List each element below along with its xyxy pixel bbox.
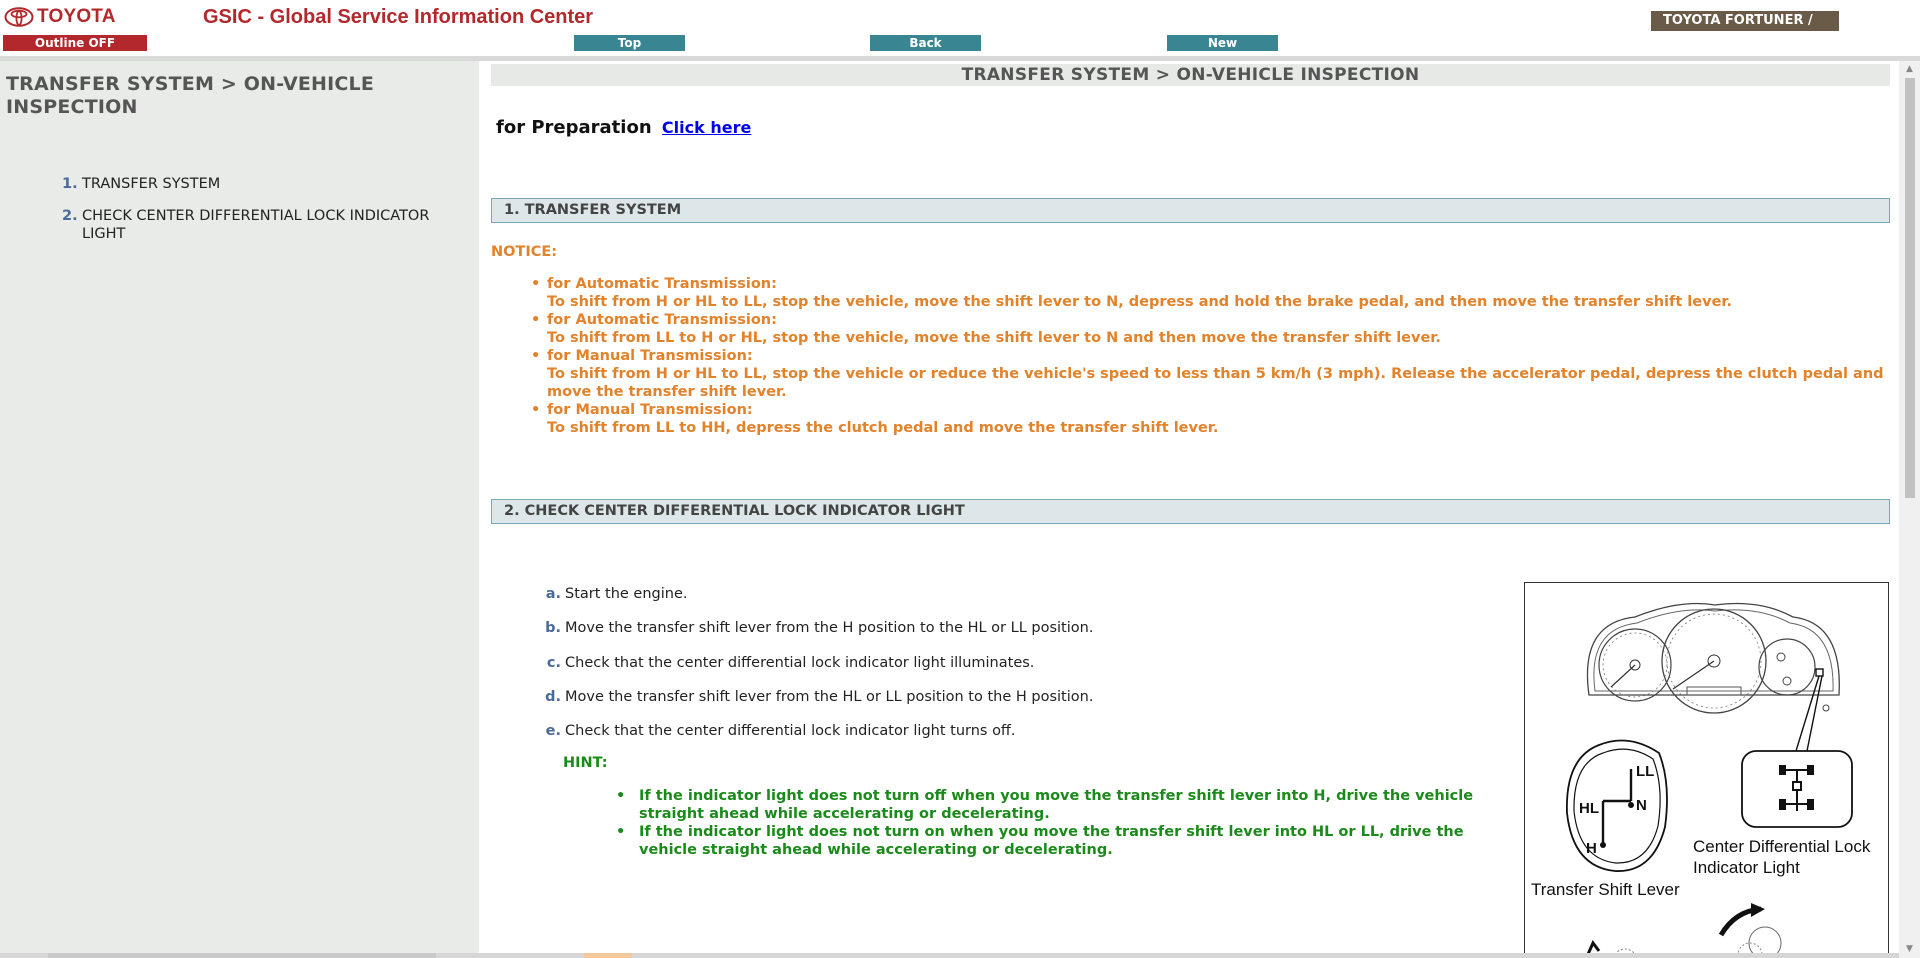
list-item: [531, 311, 1899, 347]
sidebar-item-transfer-system[interactable]: [62, 175, 462, 193]
shift-position-n: N: [1636, 797, 1647, 814]
notice-title: • for Automatic Transmission:: [547, 312, 777, 328]
hint-label: HINT:: [563, 755, 608, 771]
horizontal-scroll-thumb[interactable]: [48, 953, 436, 958]
shift-gate: [1603, 769, 1631, 845]
sidebar: [0, 61, 479, 958]
step-number: d.: [545, 689, 561, 705]
notice-title: • for Manual Transmission:: [547, 348, 753, 364]
step-a: [541, 586, 688, 602]
back-button[interactable]: Back: [870, 35, 981, 51]
right-gauge: [1759, 639, 1815, 695]
notice-text: To shift from LL to H or HL, stop the vehicle, move the shift lever to N and then move the transfer shift lever.: [547, 330, 1441, 346]
lock-indicator-label-line2: Indicator Light: [1693, 858, 1800, 877]
model-badge[interactable]: TOYOTA FORTUNER /: [1651, 11, 1839, 31]
list-item: [531, 275, 1899, 311]
indicator-lamp: [1816, 669, 1823, 676]
toc-number: 2.: [62, 208, 78, 224]
toc-label[interactable]: CHECK CENTER DIFFERENTIAL LOCK INDICATOR LIGHT: [82, 208, 430, 242]
step-text: Check that the center differential lock indicator light turns off.: [565, 723, 1016, 739]
scroll-down-arrow-icon[interactable]: ▼: [1906, 944, 1913, 954]
scroll-up-arrow-icon[interactable]: ▲: [1906, 64, 1913, 74]
lock-indicator-label-line1: Center Differential Lock: [1693, 837, 1871, 856]
notice-label: NOTICE:: [491, 244, 558, 260]
notice-list: [531, 275, 1899, 437]
list-item: [531, 347, 1899, 401]
step-text: Move the transfer shift lever from the H position to the HL or LL position.: [565, 620, 1094, 636]
step-number: b.: [545, 620, 561, 636]
new-button[interactable]: New: [1167, 35, 1278, 51]
notice-text: To shift from LL to HH, depress the clutch pedal and move the transfer shift lever.: [547, 420, 1219, 436]
preparation-link[interactable]: Click here: [661, 118, 752, 137]
horizontal-scroll-marker: [584, 953, 632, 958]
sidebar-title: TRANSFER SYSTEM > ON-VEHICLE INSPECTION: [6, 73, 375, 118]
top-button[interactable]: Top: [574, 35, 685, 51]
step-number: e.: [545, 723, 561, 739]
cluster-outline: [1587, 604, 1839, 696]
notice-text: To shift from H or HL to LL, stop the vehicle or reduce the vehicle's speed to less than 5 km/h (3 mph). Release the accelerator pedal, depress the clutch pedal and move the transfer shift lever.: [547, 366, 1884, 400]
shift-lever-label: Transfer Shift Lever: [1531, 880, 1680, 899]
list-item: • If the indicator light does not turn off when you move the transfer shift lever into H, drive the vehicle straight ahead while accelerating or decelerating.: [616, 787, 1496, 823]
list-item: • If the indicator light does not turn on when you move the transfer shift lever into HL or LL, drive the vehicle straight ahead while accelerating or decelerating.: [616, 823, 1496, 859]
instrument-cluster-diagram: [1525, 583, 1889, 958]
step-c: [541, 655, 1034, 671]
step-b: [541, 620, 1093, 636]
preparation-line: [496, 117, 751, 138]
notice-title: • for Manual Transmission:: [547, 402, 753, 418]
hint-list: [616, 787, 1496, 859]
shift-position-h: H: [1586, 840, 1597, 857]
differential-lock-symbol: [1780, 766, 1813, 811]
cluster-outline-inner: [1594, 610, 1833, 691]
scroll-thumb[interactable]: [1905, 78, 1915, 498]
section-header-transfer-system: 1. TRANSFER SYSTEM: [491, 198, 1890, 223]
list-item: [531, 401, 1899, 437]
indicator-illustration[interactable]: [1524, 582, 1889, 958]
notice-title: • for Automatic Transmission:: [547, 276, 777, 292]
vertical-scrollbar[interactable]: [1899, 61, 1920, 958]
step-text: Move the transfer shift lever from the HL or LL position to the H position.: [565, 689, 1094, 705]
step-d: [541, 689, 1093, 705]
sidebar-item-check-indicator[interactable]: [62, 207, 462, 243]
page-title: TRANSFER SYSTEM > ON-VEHICLE INSPECTION: [491, 64, 1890, 86]
shift-position-ll: LL: [1636, 763, 1655, 780]
step-number: a.: [545, 586, 561, 602]
toc-label[interactable]: TRANSFER SYSTEM: [82, 176, 221, 192]
toyota-logo[interactable]: [4, 5, 116, 29]
main-content: [479, 61, 1899, 958]
step-text: Start the engine.: [565, 586, 688, 602]
preparation-label: for Preparation: [496, 117, 652, 138]
lock-indicator-label: [1693, 836, 1870, 878]
brand-name: TOYOTA: [37, 6, 116, 27]
header: [0, 0, 1920, 56]
toyota-emblem-icon: [4, 7, 34, 27]
shift-position-hl: HL: [1579, 800, 1599, 817]
toc-number: 1.: [62, 176, 78, 192]
app-title: GSIC - Global Service Information Center: [203, 6, 594, 28]
notice-text: To shift from H or HL to LL, stop the vehicle, move the shift lever to N, depress and hold the brake pedal, and then move the transfer shift lever.: [547, 294, 1732, 310]
step-text: Check that the center differential lock indicator light illuminates.: [565, 655, 1035, 671]
section-header-check-indicator: 2. CHECK CENTER DIFFERENTIAL LOCK INDICATOR LIGHT: [491, 499, 1890, 524]
outline-toggle-button[interactable]: Outline OFF: [3, 35, 147, 51]
step-e: [541, 723, 1016, 739]
step-number: c.: [546, 655, 561, 671]
